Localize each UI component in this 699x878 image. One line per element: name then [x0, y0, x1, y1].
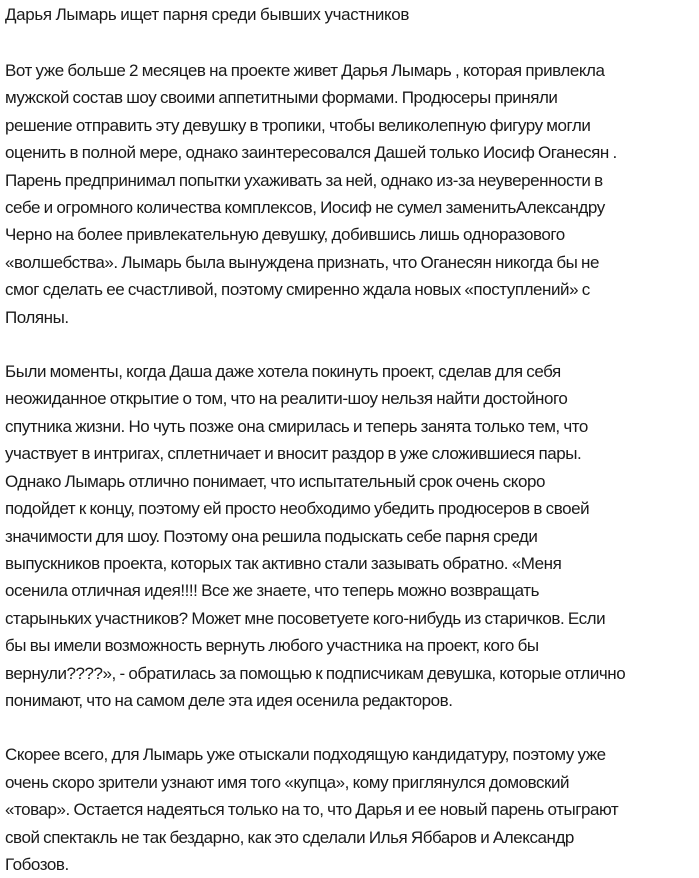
text-line: Скорее всего, для Лымарь уже отыскали подходящую кандидатуру, поэтому уже	[5, 745, 606, 765]
text-line: очень скоро зрители узнают имя того «купца», кому приглянулся домовский	[5, 772, 570, 792]
text-line: Парень предпринимал попытки ухаживать за ней, однако из-за неуверенности в	[5, 170, 603, 190]
text-line: значимости для шоу. Поэтому она решила подыскать себе парня среди	[5, 526, 538, 546]
paragraph-2	[5, 358, 695, 714]
text-line: выпускников проекта, которых так активно стали зазывать обратно. «Меня	[5, 553, 562, 573]
text-line: Поляны.	[5, 307, 69, 327]
article-title: Дарья Лымарь ищет парня среди бывших участников	[5, 5, 410, 24]
text-line: осенила отличная идея!!!! Все же знаете, что теперь можно возвращать	[5, 581, 540, 601]
text-line: старыньких участников? Может мне посоветуете кого-нибудь из старичков. Если	[5, 608, 606, 628]
text-line: неожиданное открытие о том, что на реалити-шоу нельзя найти достойного	[5, 389, 568, 409]
text-line: Были моменты, когда Даша даже хотела покинуть проект, сделав для себя	[5, 362, 561, 382]
text-line: решение отправить эту девушку в тропики, чтобы великолепную фигуру могли	[5, 115, 591, 135]
text-line: бы вы имели возможность вернуть любого участника на проект, кого бы	[5, 636, 539, 656]
text-line: себе и огромного количества комплексов, Иосиф не сумел заменитьАлександру	[5, 198, 605, 218]
text-line: Черно на более привлекательную девушку, добившись лишь одноразового	[5, 225, 565, 245]
text-line: смог сделать ее счастливой, поэтому смиренно ждала новых «поступлений» с	[5, 280, 590, 300]
text-line: Однако Лымарь отлично понимает, что испытательный срок очень скоро	[5, 471, 545, 491]
paragraph-3	[5, 741, 695, 878]
text-line: мужской состав шоу своими аппетитными формами. Продюсеры приняли	[5, 88, 558, 108]
text-line: спутника жизни. Но чуть позже она смирилась и теперь занята только тем, что	[5, 416, 588, 436]
text-line: подойдет к концу, поэтому ей просто необходимо убедить продюсеров в своей	[5, 499, 590, 519]
article	[5, 0, 695, 878]
text-line: оценить в полной мере, однако заинтересовался Дашей только Иосиф Оганесян .	[5, 143, 617, 163]
text-line: участвует в интригах, сплетничает и вносит раздор в уже сложившиеся пары.	[5, 444, 582, 464]
text-line: вернули????», - обратилась за помощью к подписчикам девушка, которые отлично	[5, 663, 626, 683]
text-line: свой спектакль не так бездарно, как это сделали Илья Яббаров и Александр	[5, 827, 574, 847]
text-line: понимают, что на самом деле эта идея осенила редакторов.	[5, 690, 453, 710]
text-line: «волшебства». Лымарь была вынуждена признать, что Оганесян никогда бы не	[5, 252, 599, 272]
text-line: Гобозов.	[5, 854, 69, 874]
text-line: Вот уже больше 2 месяцев на проекте живет Дарья Лымарь , которая привлекла	[5, 61, 605, 80]
text-line: «товар». Остается надеяться только на то, что Дарья и ее новый парень отыграют	[5, 800, 619, 820]
paragraph-1	[5, 57, 695, 331]
